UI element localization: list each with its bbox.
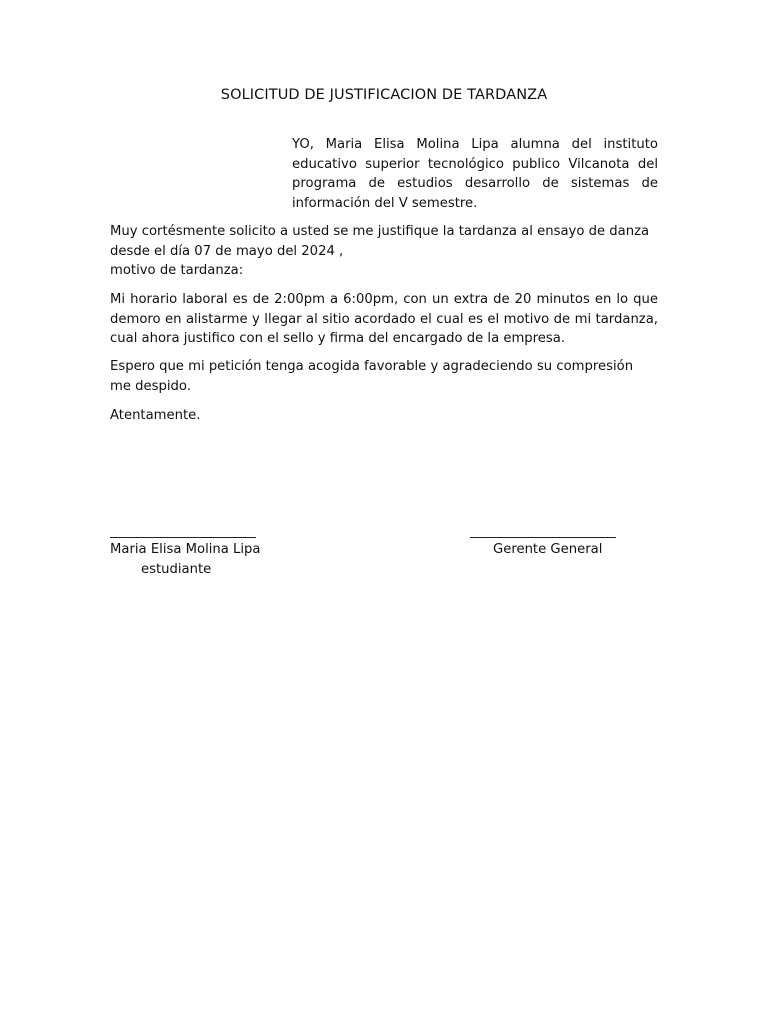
document-title: SOLICITUD DE JUSTIFICACION DE TARDANZA <box>220 87 548 103</box>
signature-line-left <box>110 537 256 538</box>
request-line-2: desde el día 07 de mayo del 2024 , <box>110 243 344 259</box>
signature-name-manager: Gerente General <box>493 542 603 557</box>
request-line-3: motivo de tardanza: <box>110 263 244 279</box>
signature-line-right <box>470 537 616 538</box>
signature-name-student: Maria Elisa Molina Lipa <box>110 542 261 557</box>
intro-paragraph: YO, Maria Elisa Molina Lipa alumna del instituto educativo superior tecnológico publico Vilcanota del programa de estudios desarrollo de sistemas de información del V semestre. <box>292 137 658 211</box>
request-line-1: Muy cortésmente solicito a usted se me justifique la tardanza al ensayo de danza <box>110 224 650 239</box>
signature-role-student: estudiante <box>141 562 212 577</box>
sign-off: Atentamente. <box>110 408 201 423</box>
reason-paragraph: Mi horario laboral es de 2:00pm a 6:00pm, con un extra de 20 minutos en lo que demoro en alistarme y llegar al sitio acordado el cual es el motivo de mi tardanza, cual ahora justifico con el sello y firma del encargado de la empresa. <box>110 292 658 347</box>
closing-paragraph: Espero que mi petición tenga acogida favorable y agradeciendo su compresión me despido. <box>110 359 634 394</box>
request-paragraph <box>110 222 658 281</box>
